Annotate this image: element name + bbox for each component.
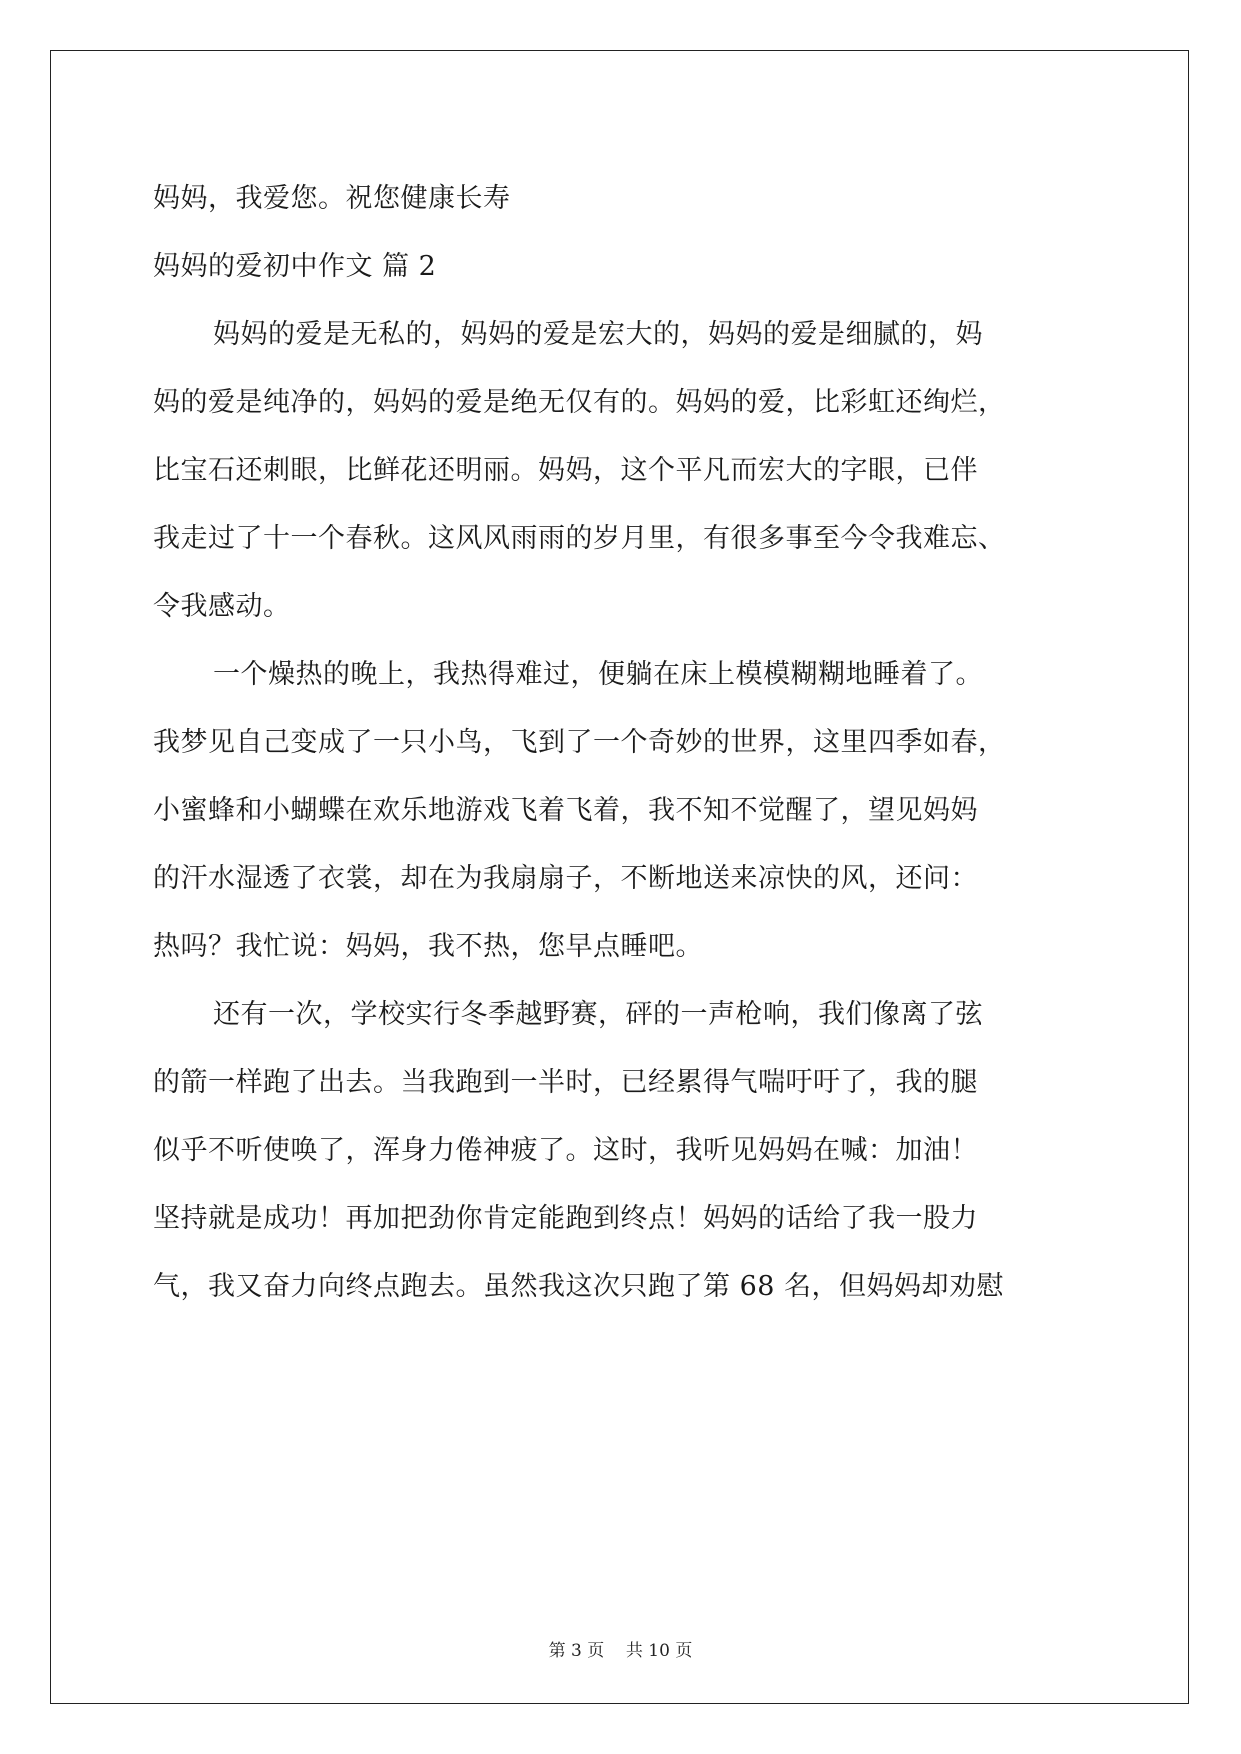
document-body: [153, 165, 1093, 1321]
closing-line: 妈妈，我爱您。祝您健康长寿: [153, 183, 511, 214]
page-footer: [0, 1636, 1241, 1661]
paragraph-line: 的箭一样跑了出去。当我跑到一半时，已经累得气喘吁吁了，我的腿: [153, 1067, 978, 1098]
paragraph-line: 我走过了十一个春秋。这风风雨雨的岁月里，有很多事至今令我难忘、: [153, 523, 1006, 554]
paragraph-line: 还有一次，学校实行冬季越野赛，砰的一声枪响，我们像离了弦: [213, 999, 983, 1030]
paragraph-line: 我梦见自己变成了一只小鸟，飞到了一个奇妙的世界，这里四季如春，: [153, 727, 1006, 758]
section-title: 妈妈的爱初中作文 篇 2: [153, 251, 437, 282]
paragraph-line: 一个燥热的晚上，我热得难过，便躺在床上模模糊糊地睡着了。: [213, 659, 983, 690]
paragraph-1: [153, 301, 1093, 641]
paragraph-line: 坚持就是成功！再加把劲你肯定能跑到终点！妈妈的话给了我一股力: [153, 1203, 978, 1234]
paragraph-2: [153, 641, 1093, 981]
page-number: 第 3 页: [548, 1641, 605, 1661]
total-pages: 共 10 页: [625, 1641, 693, 1661]
paragraph-line: 妈妈的爱是无私的，妈妈的爱是宏大的，妈妈的爱是细腻的，妈: [213, 319, 983, 350]
paragraph-line: 的汗水湿透了衣裳，却在为我扇扇子，不断地送来凉快的风，还问：: [153, 863, 978, 894]
paragraph-line: 比宝石还刺眼，比鲜花还明丽。妈妈，这个平凡而宏大的字眼，已伴: [153, 455, 978, 486]
paragraph-line: 气，我又奋力向终点跑去。虽然我这次只跑了第 68 名，但妈妈却劝慰: [153, 1271, 1005, 1302]
paragraph-line: 热吗？我忙说：妈妈，我不热，您早点睡吧。: [153, 931, 703, 962]
paragraph-line: 令我感动。: [153, 591, 291, 622]
paragraph-line: 小蜜蜂和小蝴蝶在欢乐地游戏飞着飞着，我不知不觉醒了，望见妈妈: [153, 795, 978, 826]
paragraph-line: 妈的爱是纯净的，妈妈的爱是绝无仅有的。妈妈的爱，比彩虹还绚烂，: [153, 387, 1006, 418]
paragraph-3: [153, 981, 1093, 1321]
paragraph-line: 似乎不听使唤了，浑身力倦神疲了。这时，我听见妈妈在喊：加油！: [153, 1135, 978, 1166]
